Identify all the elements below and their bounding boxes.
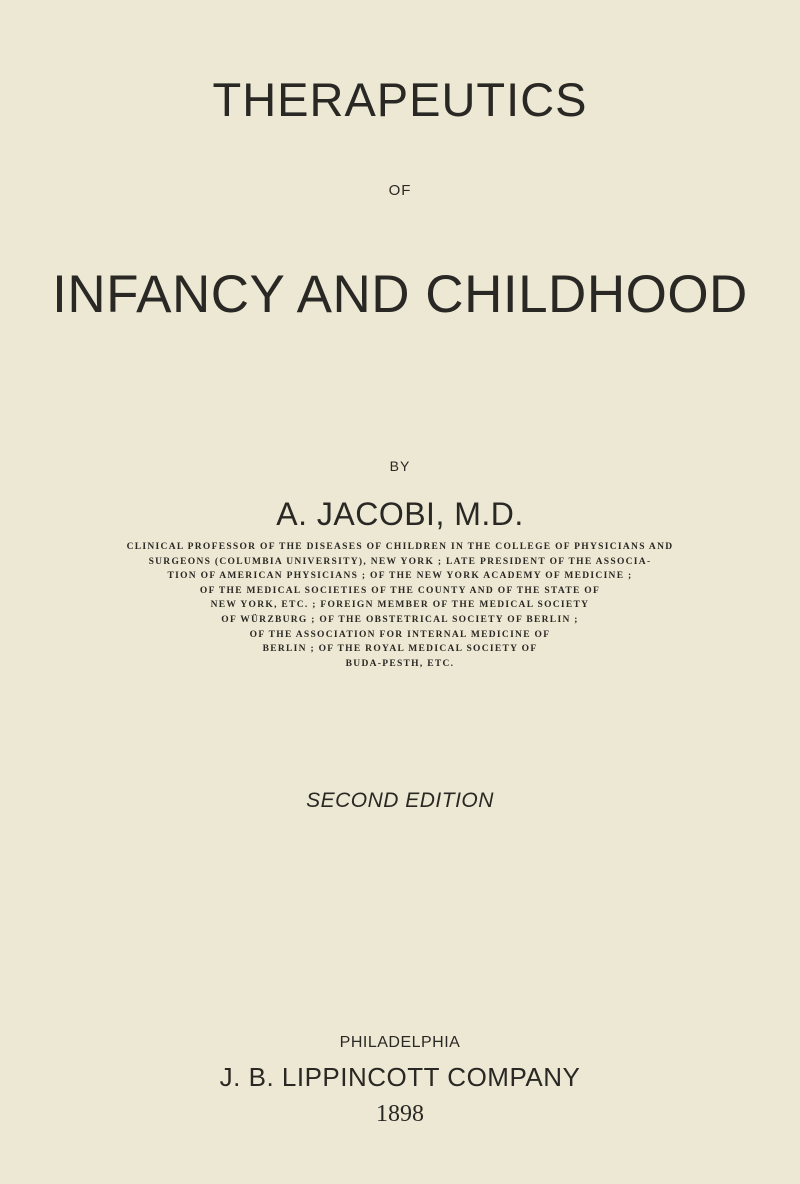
book-subtitle: INFANCY AND CHILDHOOD [52,265,748,324]
title-connector: OF [388,182,412,199]
credentials-line: OF THE MEDICAL SOCIETIES OF THE COUNTY AND OF THE STATE OF [199,585,601,596]
imprint-city: PHILADELPHIA [339,1034,461,1051]
author-credentials [60,540,740,671]
credentials-line: CLINICAL PROFESSOR OF THE DISEASES OF CHILDREN IN THE COLLEGE OF PHYSICIANS AND [126,542,674,552]
imprint-publisher: J. B. LIPPINCOTT COMPANY [219,1062,581,1092]
credentials-line: OF WÜRZBURG ; OF THE OBSTETRICAL SOCIETY OF BERLIN ; [221,614,579,625]
author-name: A. JACOBI, M.D. [276,496,524,532]
credentials-line: OF THE ASSOCIATION FOR INTERNAL MEDICINE OF [249,629,551,640]
credentials-line: BUDA-PESTH, ETC. [345,658,455,669]
credentials-line: BERLIN ; OF THE ROYAL MEDICAL SOCIETY OF [262,644,538,655]
credentials-line: NEW YORK, ETC. ; FOREIGN MEMBER OF THE MEDICAL SOCIETY [210,600,590,611]
book-title: THERAPEUTICS [212,73,588,126]
credentials-line: SURGEONS (COLUMBIA UNIVERSITY), NEW YORK ; LATE PRESIDENT OF THE ASSOCIA- [148,556,652,567]
byline-by: BY [389,458,411,474]
credentials-line: TION OF AMERICAN PHYSICIANS ; OF THE NEW YORK ACADEMY OF MEDICINE ; [167,571,633,582]
edition-label: SECOND EDITION [306,789,494,812]
imprint-year: 1898 [376,1101,424,1127]
